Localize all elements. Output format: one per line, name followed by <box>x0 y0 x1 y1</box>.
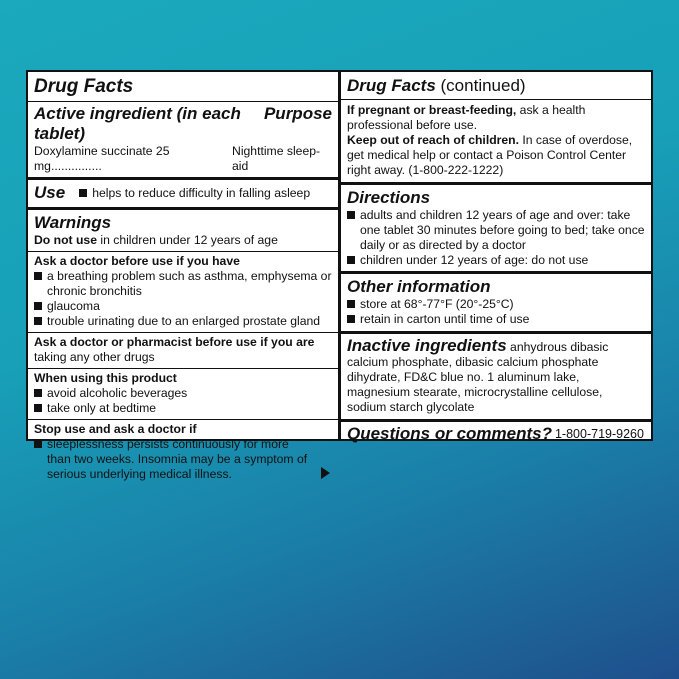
drug-facts-title: Drug Facts <box>34 76 134 97</box>
inactive-ingredients-text <box>347 338 645 415</box>
directions-item-1: adults and children 12 years of age and over: take one tablet 30 minutes before going to bed; take once daily or as directed by a doctor <box>360 208 645 252</box>
directions-section <box>341 185 651 274</box>
when-using-item-1: avoid alcoholic beverages <box>47 386 188 400</box>
when-using-item-2: take only at bedtime <box>47 401 157 415</box>
drug-facts-right-column <box>341 72 651 443</box>
list-item <box>347 312 645 327</box>
active-ingredient-row <box>34 144 332 174</box>
stop-use-heading: Stop use and ask a doctor if <box>34 422 197 436</box>
list-item <box>34 299 332 314</box>
drug-facts-left-column <box>28 72 341 481</box>
square-bullet-icon <box>347 211 355 219</box>
pregnancy-rest: ask a health professional before use. <box>347 103 586 132</box>
ask-doctor-item-2: glaucoma <box>47 299 100 313</box>
do-not-use-text: in children under 12 years of age <box>96 233 278 247</box>
ask-doctor-heading: Ask a doctor before use if you have <box>34 254 240 268</box>
pregnancy-bold: If pregnant or breast-feeding, <box>347 103 517 117</box>
warnings-section <box>28 210 338 252</box>
list-item <box>34 437 312 482</box>
square-bullet-icon <box>347 315 355 323</box>
pregnancy-section <box>341 100 651 185</box>
right-triangle-arrow-icon <box>321 467 330 479</box>
do-not-use-bold: Do not use <box>34 233 97 247</box>
ask-pharmacist-section <box>28 333 338 369</box>
dot-leader: ............... <box>50 159 102 173</box>
do-not-use-line <box>34 233 332 248</box>
other-item-2: retain in carton until time of use <box>360 312 530 326</box>
square-bullet-icon <box>347 300 355 308</box>
warnings-title: Warnings <box>34 213 112 232</box>
square-bullet-icon <box>347 256 355 264</box>
inactive-ingredients-section <box>341 334 651 422</box>
ask-doctor-item-1: a breathing problem such as asthma, emphysema or chronic bronchitis <box>47 269 332 298</box>
list-item <box>34 386 332 401</box>
list-item <box>34 269 332 299</box>
continued-header <box>341 72 651 100</box>
use-text: helps to reduce difficulty in falling asleep <box>92 185 311 200</box>
purpose-text: Nighttime sleep-aid <box>232 144 321 173</box>
stop-use-item-1: sleeplessness persists continuously for more than two weeks. Insomnia may be a symptom of serious underlying medical illness. <box>47 437 308 481</box>
square-bullet-icon <box>79 189 87 197</box>
questions-section <box>341 422 651 447</box>
when-using-section <box>28 369 338 420</box>
square-bullet-icon <box>34 389 42 397</box>
active-ingredient-name <box>34 144 232 174</box>
other-information-section <box>341 274 651 334</box>
active-ingredient-text: Doxylamine succinate 25 mg <box>34 144 170 173</box>
active-ingredient-section <box>28 102 338 180</box>
drug-facts-panel <box>26 70 653 481</box>
stop-use-section <box>28 420 338 485</box>
when-using-heading: When using this product <box>34 371 177 385</box>
questions-title: Questions or comments? <box>347 424 552 443</box>
use-title: Use <box>34 183 66 202</box>
drug-facts-header <box>28 72 338 102</box>
square-bullet-icon <box>34 440 42 448</box>
continued-suffix: (continued) <box>435 76 526 95</box>
list-item <box>347 208 645 253</box>
list-item <box>34 314 332 329</box>
pregnancy-text <box>347 103 645 133</box>
other-information-title: Other information <box>347 277 491 296</box>
keep-out-text <box>347 133 645 178</box>
purpose-heading: Purpose <box>263 104 332 123</box>
ask-doctor-item-3: trouble urinating due to an enlarged prostate gland <box>47 314 321 328</box>
directions-item-2: children under 12 years of age: do not use <box>360 253 589 267</box>
questions-phone: 1-800-719-9260 <box>554 426 644 441</box>
inactive-ingredients-list: anhydrous dibasic calcium phosphate, dibasic calcium phosphate dihydrate, FD&C blue no. 1 aluminum lake, magnesium stearate, microcrystalline cellulose, sodium starch glycolate <box>347 340 609 414</box>
other-item-1: store at 68°-77°F (20°-25°C) <box>360 297 514 311</box>
square-bullet-icon <box>34 272 42 280</box>
keep-out-bold: Keep out of reach of children. <box>347 133 519 147</box>
list-item <box>347 297 645 312</box>
square-bullet-icon <box>34 302 42 310</box>
ask-pharmacist-heading: Ask a doctor or pharmacist before use if you are <box>34 335 315 349</box>
keep-out-rest: In case of overdose, get medical help or contact a Poison Control Center right away. (1-800-222-1222) <box>347 133 633 177</box>
ask-doctor-section <box>28 252 338 333</box>
inactive-ingredients-title: Inactive ingredients <box>347 336 507 355</box>
use-section <box>28 180 338 210</box>
square-bullet-icon <box>34 404 42 412</box>
ask-pharmacist-text: taking any other drugs <box>34 350 155 364</box>
list-item <box>347 253 645 268</box>
list-item <box>34 401 332 416</box>
directions-title: Directions <box>347 188 431 207</box>
active-ingredient-heading-row <box>34 104 332 144</box>
continued-title: Drug Facts <box>347 76 436 95</box>
active-ingredient-heading: Active ingredient (in each tablet) <box>34 104 241 143</box>
square-bullet-icon <box>34 317 42 325</box>
